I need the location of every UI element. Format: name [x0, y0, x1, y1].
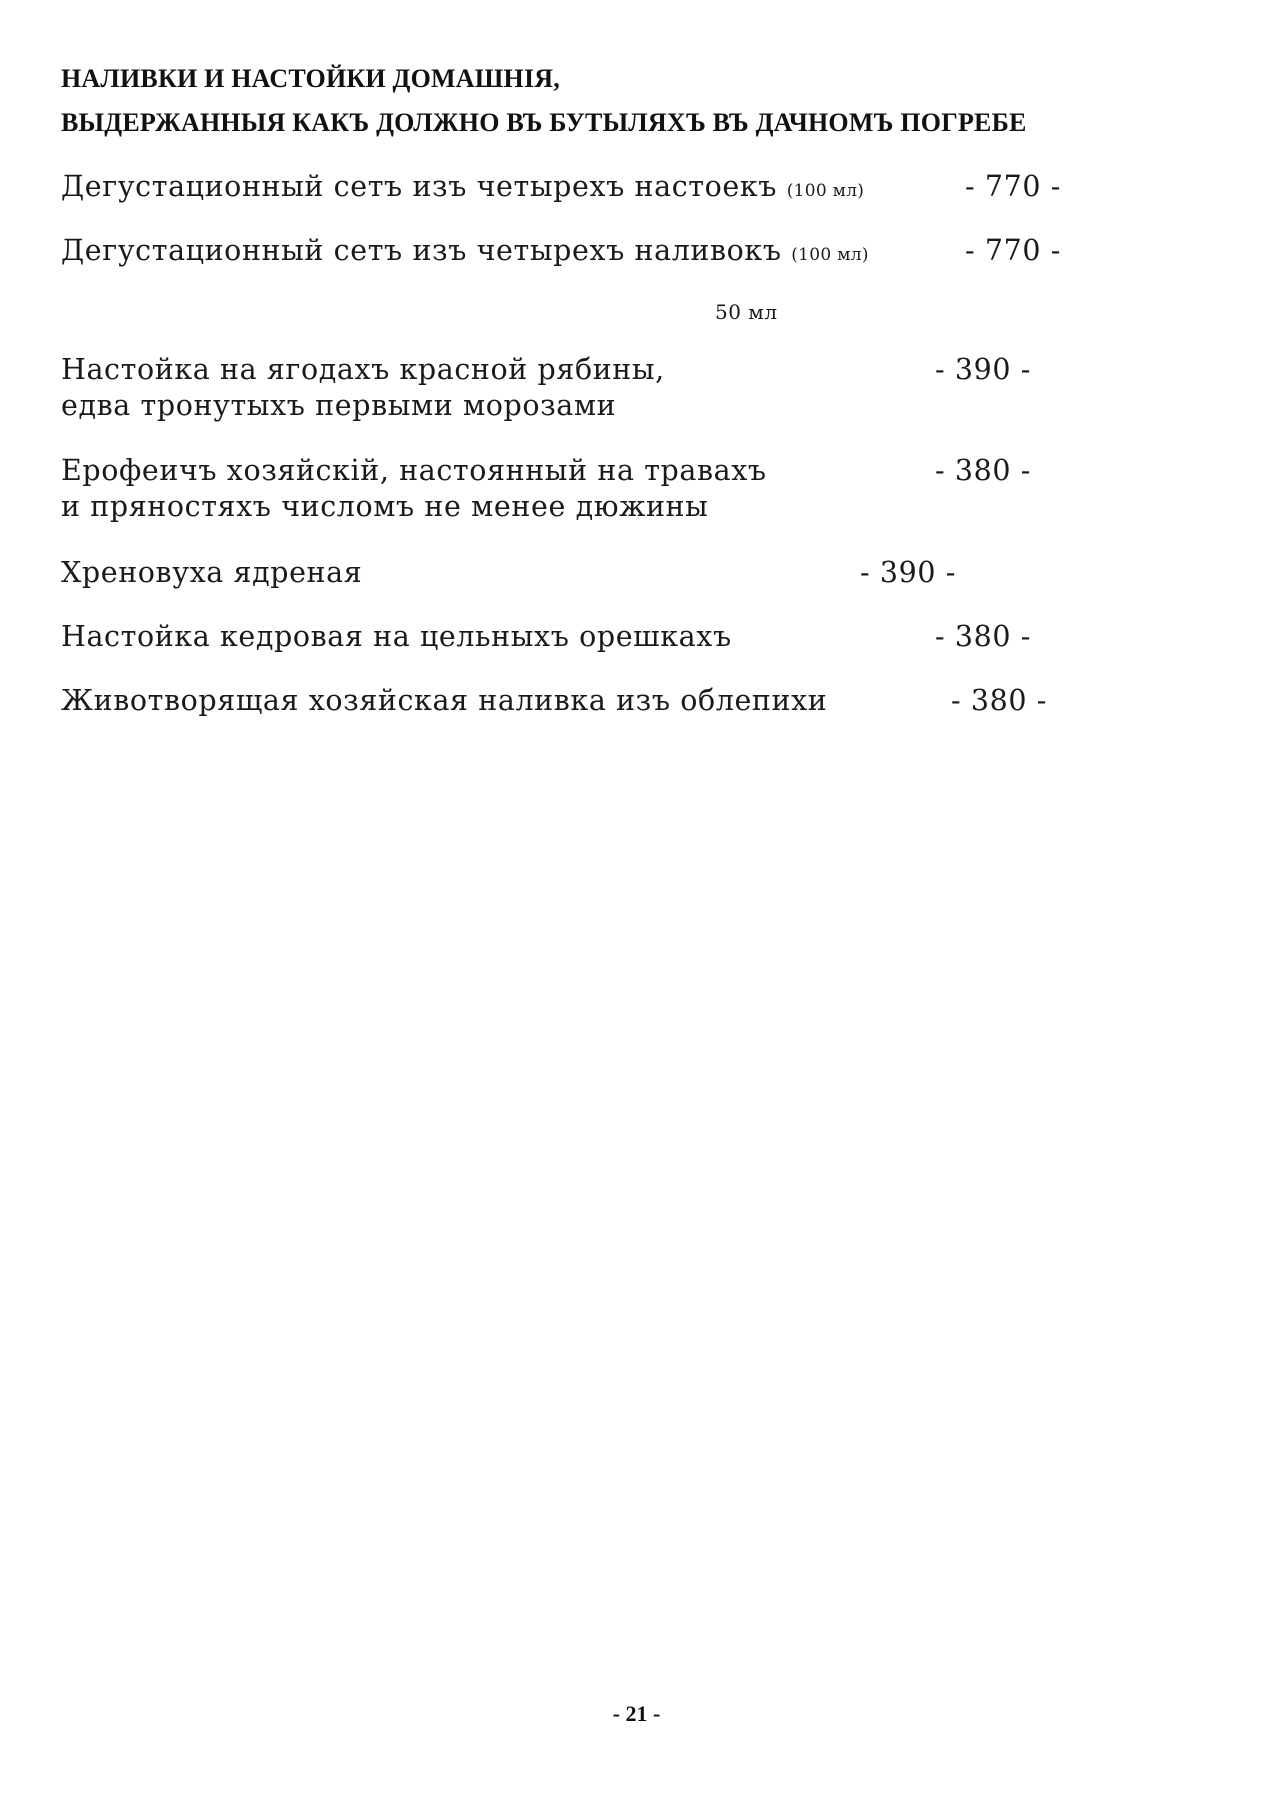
item-horseradish: Хреновуха ядреная	[61, 556, 363, 589]
item-sea-buckthorn: Животворящая хозяйская наливка изъ облепихи	[61, 684, 828, 717]
item-rowan-line-1: Настойка на ягодахъ красной рябины,	[61, 353, 665, 386]
tasting-set-liqueurs-name: Дегустационный сетъ изъ четырехъ наливокъ	[61, 234, 782, 267]
item-erofeich-line-1: Ерофеичъ хозяйскій, настоянный на травахъ	[61, 454, 767, 487]
tasting-set-tinctures-volume: (100 мл)	[786, 181, 865, 201]
tasting-set-liqueurs-price: - 770 -	[965, 234, 1061, 267]
tasting-set-tinctures-name: Дегустационный сетъ изъ четырехъ настоекъ	[61, 170, 778, 203]
menu-heading-line-1: НАЛИВКИ И НАСТОЙКИ ДОМАШНІЯ,	[61, 64, 560, 93]
tasting-set-tinctures-price: - 770 -	[965, 170, 1061, 203]
tasting-set-liqueurs	[61, 233, 869, 273]
item-rowan-line-2: едва тронутыхъ первыми морозами	[61, 389, 617, 422]
page-number: - 21 -	[612, 1701, 661, 1726]
volume-note: 50 мл	[715, 300, 778, 324]
tasting-set-liqueurs-volume: (100 мл)	[791, 245, 869, 265]
item-erofeich-price: - 380 -	[935, 454, 1031, 487]
item-sea-buckthorn-price: - 380 -	[951, 684, 1047, 717]
tasting-set-tinctures	[61, 169, 864, 209]
item-erofeich-line-2: и пряностяхъ числомъ не менее дюжины	[61, 490, 709, 523]
item-rowan-price: - 390 -	[935, 353, 1031, 386]
menu-heading-line-2: ВЫДЕРЖАННЫЯ КАКЪ ДОЛЖНО ВЪ БУТЫЛЯХЪ ВЪ ДАЧНОМЪ ПОГРЕБЕ	[61, 108, 1027, 137]
item-horseradish-price: - 390 -	[860, 556, 956, 589]
item-cedar-price: - 380 -	[935, 620, 1031, 653]
item-cedar: Настойка кедровая на цельныхъ орешкахъ	[61, 620, 732, 653]
